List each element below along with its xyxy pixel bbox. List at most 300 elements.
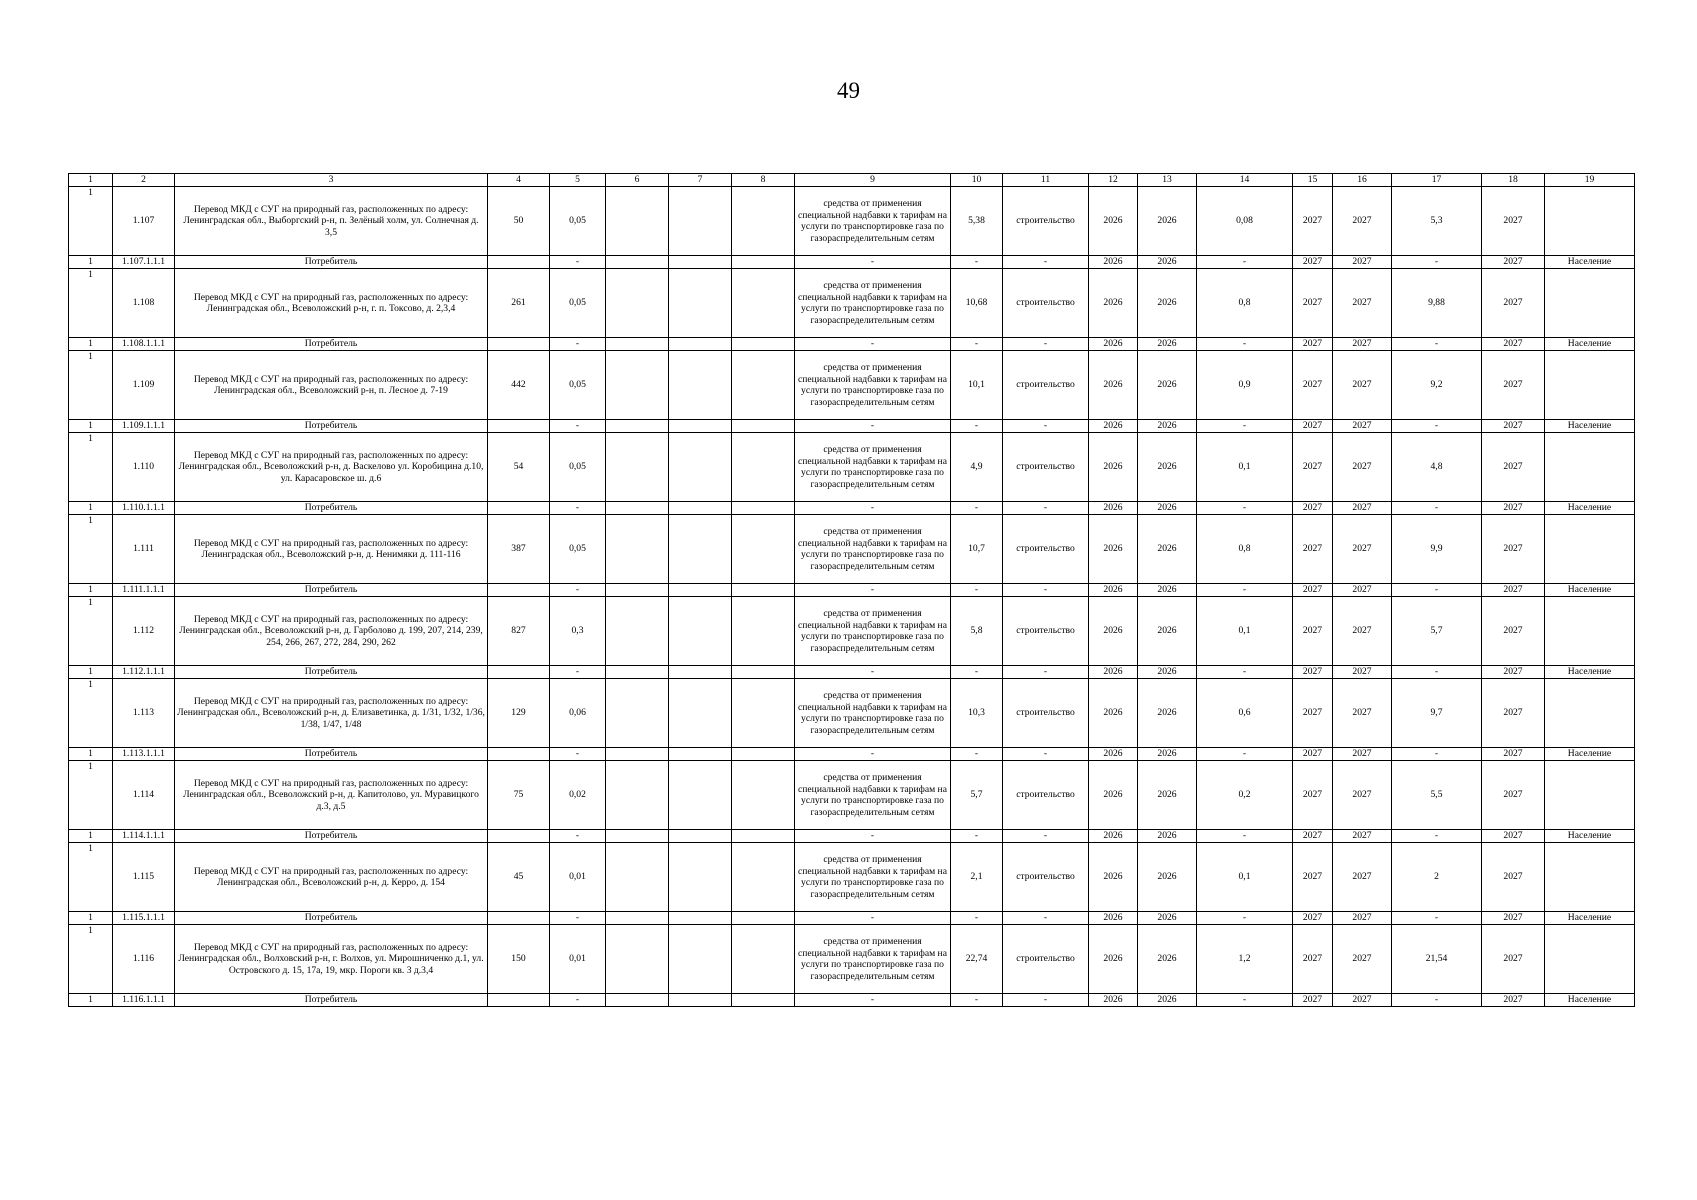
- cell-col-18: 2027: [1482, 666, 1545, 679]
- cell-col-8: [732, 666, 795, 679]
- cell-col-7: [669, 584, 732, 597]
- cell-col-17: 5,5: [1392, 761, 1482, 830]
- cell-col-18: 2027: [1482, 256, 1545, 269]
- cell-col-10: -: [951, 502, 1003, 515]
- cell-col-11: строительство: [1003, 679, 1089, 748]
- cell-col-5: -: [550, 338, 606, 351]
- cell-col-18: 2027: [1482, 925, 1545, 994]
- cell-col-8: [732, 912, 795, 925]
- column-number-cell: 19: [1545, 174, 1635, 187]
- funding-source: -: [795, 748, 951, 761]
- funding-source: средства от применения специальной надбавки к тарифам на услуги по транспортировке газа по газораспределительным сетям: [795, 269, 951, 338]
- cell-col-8: [732, 420, 795, 433]
- cell-col-12: 2026: [1089, 187, 1138, 256]
- cell-col-1: 1: [69, 515, 113, 584]
- cell-col-7: [669, 748, 732, 761]
- cell-col-7: [669, 433, 732, 502]
- column-number-cell: 10: [951, 174, 1003, 187]
- cell-col-17: -: [1392, 502, 1482, 515]
- consumer-category: Население: [1545, 912, 1635, 925]
- cell-col-8: [732, 351, 795, 420]
- consumer-row: [69, 502, 1635, 515]
- cell-col-16: 2027: [1333, 748, 1392, 761]
- cell-col-1: 1: [69, 994, 113, 1007]
- consumer-label: Потребитель: [175, 748, 488, 761]
- cell-col-8: [732, 502, 795, 515]
- item-code: 1.116.1.1.1: [113, 994, 175, 1007]
- cell-col-12: 2026: [1089, 994, 1138, 1007]
- cell-col-14: -: [1197, 912, 1293, 925]
- cell-col-6: [606, 666, 669, 679]
- item-code: 1.108.1.1.1: [113, 338, 175, 351]
- cell-col-4: [488, 748, 550, 761]
- cell-col-6: [606, 994, 669, 1007]
- cell-col-15: 2027: [1293, 830, 1333, 843]
- cell-col-1: 1: [69, 666, 113, 679]
- consumer-category: Население: [1545, 502, 1635, 515]
- column-number-row: [69, 174, 1635, 187]
- consumer-category: Население: [1545, 666, 1635, 679]
- cell-col-8: [732, 679, 795, 748]
- cell-col-13: 2026: [1138, 925, 1197, 994]
- cell-col-5: -: [550, 584, 606, 597]
- cell-col-1: 1: [69, 433, 113, 502]
- cell-col-8: [732, 338, 795, 351]
- cell-col-5: 0,3: [550, 597, 606, 666]
- cell-col-4: [488, 666, 550, 679]
- cell-col-12: 2026: [1089, 433, 1138, 502]
- item-code: 1.116: [113, 925, 175, 994]
- cell-col-4: [488, 912, 550, 925]
- cell-col-17: 5,7: [1392, 597, 1482, 666]
- cell-col-11: строительство: [1003, 187, 1089, 256]
- consumer-row: [69, 748, 1635, 761]
- cell-col-6: [606, 843, 669, 912]
- cell-col-5: 0,01: [550, 843, 606, 912]
- cell-col-16: 2027: [1333, 338, 1392, 351]
- cell-col-6: [606, 912, 669, 925]
- cell-col-18: 2027: [1482, 912, 1545, 925]
- cell-col-14: -: [1197, 420, 1293, 433]
- cell-col-13: 2026: [1138, 679, 1197, 748]
- cell-col-10: -: [951, 830, 1003, 843]
- cell-col-8: [732, 269, 795, 338]
- cell-col-5: -: [550, 256, 606, 269]
- cell-col-13: 2026: [1138, 351, 1197, 420]
- cell-col-16: 2027: [1333, 994, 1392, 1007]
- cell-col-14: -: [1197, 666, 1293, 679]
- column-number-cell: 2: [113, 174, 175, 187]
- consumer-row: [69, 420, 1635, 433]
- cell-col-12: 2026: [1089, 584, 1138, 597]
- cell-col-12: 2026: [1089, 761, 1138, 830]
- cell-col-10: 2,1: [951, 843, 1003, 912]
- cell-col-1: 1: [69, 256, 113, 269]
- funding-source: -: [795, 994, 951, 1007]
- cell-col-11: -: [1003, 584, 1089, 597]
- item-code: 1.110.1.1.1: [113, 502, 175, 515]
- cell-col-15: 2027: [1293, 338, 1333, 351]
- cell-col-14: -: [1197, 584, 1293, 597]
- consumer-category: [1545, 597, 1635, 666]
- cell-col-13: 2026: [1138, 830, 1197, 843]
- consumer-row: [69, 912, 1635, 925]
- cell-col-11: строительство: [1003, 925, 1089, 994]
- cell-col-4: [488, 420, 550, 433]
- cell-col-7: [669, 994, 732, 1007]
- item-code: 1.110: [113, 433, 175, 502]
- cell-col-5: 0,02: [550, 761, 606, 830]
- column-number-cell: 16: [1333, 174, 1392, 187]
- cell-col-4: [488, 584, 550, 597]
- column-number-cell: 6: [606, 174, 669, 187]
- cell-col-1: 1: [69, 597, 113, 666]
- cell-col-8: [732, 256, 795, 269]
- cell-col-18: 2027: [1482, 269, 1545, 338]
- cell-col-10: -: [951, 994, 1003, 1007]
- cell-col-17: -: [1392, 584, 1482, 597]
- cell-col-16: 2027: [1333, 830, 1392, 843]
- cell-col-10: 10,68: [951, 269, 1003, 338]
- cell-col-11: строительство: [1003, 597, 1089, 666]
- item-code: 1.109.1.1.1: [113, 420, 175, 433]
- cell-col-18: 2027: [1482, 433, 1545, 502]
- cell-col-5: -: [550, 912, 606, 925]
- cell-col-8: [732, 515, 795, 584]
- cell-col-6: [606, 420, 669, 433]
- cell-col-18: 2027: [1482, 830, 1545, 843]
- consumer-row: [69, 994, 1635, 1007]
- cell-col-5: -: [550, 994, 606, 1007]
- column-number-cell: 4: [488, 174, 550, 187]
- cell-col-14: 0,8: [1197, 515, 1293, 584]
- cell-col-11: -: [1003, 256, 1089, 269]
- cell-col-15: 2027: [1293, 502, 1333, 515]
- cell-col-8: [732, 584, 795, 597]
- cell-col-6: [606, 502, 669, 515]
- cell-col-18: 2027: [1482, 597, 1545, 666]
- cell-col-5: -: [550, 420, 606, 433]
- cell-col-10: -: [951, 748, 1003, 761]
- cell-col-6: [606, 187, 669, 256]
- cell-col-10: -: [951, 666, 1003, 679]
- consumer-category: Население: [1545, 420, 1635, 433]
- column-number-cell: 15: [1293, 174, 1333, 187]
- cell-col-12: 2026: [1089, 925, 1138, 994]
- project-description: Перевод МКД с СУГ на природный газ, расположенных по адресу: Ленинградская обл., Выборгский р-н, п. Зелёный холм, ул. Солнечная д. 3,5: [175, 187, 488, 256]
- cell-col-10: -: [951, 584, 1003, 597]
- cell-col-1: 1: [69, 843, 113, 912]
- cell-col-16: 2027: [1333, 679, 1392, 748]
- cell-col-4: [488, 502, 550, 515]
- item-code: 1.113: [113, 679, 175, 748]
- cell-col-7: [669, 269, 732, 338]
- funding-source: -: [795, 338, 951, 351]
- cell-col-14: -: [1197, 748, 1293, 761]
- project-description: Перевод МКД с СУГ на природный газ, расположенных по адресу: Ленинградская обл., Всеволожский р-н, д. Капитолово, ул. Муравицкого д.3, д.5: [175, 761, 488, 830]
- project-row: [69, 761, 1635, 830]
- cell-col-13: 2026: [1138, 748, 1197, 761]
- consumer-category: Население: [1545, 256, 1635, 269]
- project-row: [69, 597, 1635, 666]
- item-code: 1.111.1.1.1: [113, 584, 175, 597]
- consumer-row: [69, 338, 1635, 351]
- cell-col-8: [732, 830, 795, 843]
- cell-col-11: -: [1003, 912, 1089, 925]
- cell-col-13: 2026: [1138, 761, 1197, 830]
- consumer-row: [69, 256, 1635, 269]
- cell-col-10: -: [951, 256, 1003, 269]
- item-code: 1.114: [113, 761, 175, 830]
- column-number-cell: 3: [175, 174, 488, 187]
- funding-source: средства от применения специальной надбавки к тарифам на услуги по транспортировке газа по газораспределительным сетям: [795, 351, 951, 420]
- column-number-cell: 9: [795, 174, 951, 187]
- cell-col-16: 2027: [1333, 515, 1392, 584]
- cell-col-4: 75: [488, 761, 550, 830]
- cell-col-12: 2026: [1089, 679, 1138, 748]
- cell-col-11: -: [1003, 502, 1089, 515]
- cell-col-1: 1: [69, 748, 113, 761]
- consumer-row: [69, 584, 1635, 597]
- cell-col-1: 1: [69, 338, 113, 351]
- cell-col-17: -: [1392, 994, 1482, 1007]
- cell-col-1: 1: [69, 187, 113, 256]
- cell-col-12: 2026: [1089, 843, 1138, 912]
- project-row: [69, 187, 1635, 256]
- cell-col-6: [606, 748, 669, 761]
- cell-col-15: 2027: [1293, 420, 1333, 433]
- cell-col-15: 2027: [1293, 187, 1333, 256]
- cell-col-8: [732, 597, 795, 666]
- funding-source: средства от применения специальной надбавки к тарифам на услуги по транспортировке газа по газораспределительным сетям: [795, 597, 951, 666]
- project-row: [69, 269, 1635, 338]
- cell-col-18: 2027: [1482, 351, 1545, 420]
- cell-col-13: 2026: [1138, 666, 1197, 679]
- consumer-label: Потребитель: [175, 338, 488, 351]
- cell-col-12: 2026: [1089, 748, 1138, 761]
- column-number-cell: 18: [1482, 174, 1545, 187]
- cell-col-17: 9,88: [1392, 269, 1482, 338]
- cell-col-15: 2027: [1293, 994, 1333, 1007]
- consumer-label: Потребитель: [175, 912, 488, 925]
- consumer-category: [1545, 843, 1635, 912]
- cell-col-16: 2027: [1333, 502, 1392, 515]
- item-code: 1.107: [113, 187, 175, 256]
- cell-col-7: [669, 502, 732, 515]
- cell-col-1: 1: [69, 679, 113, 748]
- cell-col-15: 2027: [1293, 761, 1333, 830]
- cell-col-15: 2027: [1293, 679, 1333, 748]
- cell-col-12: 2026: [1089, 256, 1138, 269]
- cell-col-7: [669, 515, 732, 584]
- cell-col-5: 0,05: [550, 187, 606, 256]
- funding-source: средства от применения специальной надбавки к тарифам на услуги по транспортировке газа по газораспределительным сетям: [795, 843, 951, 912]
- cell-col-10: -: [951, 912, 1003, 925]
- cell-col-18: 2027: [1482, 679, 1545, 748]
- cell-col-18: 2027: [1482, 843, 1545, 912]
- item-code: 1.112: [113, 597, 175, 666]
- project-description: Перевод МКД с СУГ на природный газ, расположенных по адресу: Ленинградская обл., Всеволожский р-н, п. Лесное д. 7-19: [175, 351, 488, 420]
- cell-col-8: [732, 748, 795, 761]
- cell-col-4: [488, 256, 550, 269]
- column-number-cell: 14: [1197, 174, 1293, 187]
- consumer-category: Население: [1545, 994, 1635, 1007]
- cell-col-17: -: [1392, 912, 1482, 925]
- cell-col-15: 2027: [1293, 843, 1333, 912]
- funding-source: средства от применения специальной надбавки к тарифам на услуги по транспортировке газа по газораспределительным сетям: [795, 761, 951, 830]
- cell-col-11: -: [1003, 420, 1089, 433]
- cell-col-6: [606, 597, 669, 666]
- cell-col-16: 2027: [1333, 351, 1392, 420]
- item-code: 1.114.1.1.1: [113, 830, 175, 843]
- cell-col-18: 2027: [1482, 584, 1545, 597]
- cell-col-11: строительство: [1003, 843, 1089, 912]
- cell-col-6: [606, 925, 669, 994]
- cell-col-8: [732, 187, 795, 256]
- consumer-category: [1545, 679, 1635, 748]
- cell-col-11: строительство: [1003, 515, 1089, 584]
- cell-col-12: 2026: [1089, 830, 1138, 843]
- cell-col-13: 2026: [1138, 338, 1197, 351]
- funding-source: средства от применения специальной надбавки к тарифам на услуги по транспортировке газа по газораспределительным сетям: [795, 515, 951, 584]
- cell-col-5: 0,01: [550, 925, 606, 994]
- funding-source: -: [795, 502, 951, 515]
- item-code: 1.109: [113, 351, 175, 420]
- cell-col-10: 5,38: [951, 187, 1003, 256]
- cell-col-14: 0,6: [1197, 679, 1293, 748]
- cell-col-6: [606, 830, 669, 843]
- cell-col-15: 2027: [1293, 351, 1333, 420]
- project-description: Перевод МКД с СУГ на природный газ, расположенных по адресу: Ленинградская обл., Всеволожский р-н, д. Ненимяки д. 111-116: [175, 515, 488, 584]
- project-row: [69, 679, 1635, 748]
- consumer-category: [1545, 351, 1635, 420]
- item-code: 1.111: [113, 515, 175, 584]
- funding-source: средства от применения специальной надбавки к тарифам на услуги по транспортировке газа по газораспределительным сетям: [795, 187, 951, 256]
- column-number-cell: 7: [669, 174, 732, 187]
- cell-col-16: 2027: [1333, 597, 1392, 666]
- item-code: 1.107.1.1.1: [113, 256, 175, 269]
- cell-col-7: [669, 925, 732, 994]
- cell-col-8: [732, 843, 795, 912]
- cell-col-17: 21,54: [1392, 925, 1482, 994]
- cell-col-6: [606, 351, 669, 420]
- cell-col-1: 1: [69, 761, 113, 830]
- cell-col-16: 2027: [1333, 269, 1392, 338]
- cell-col-11: строительство: [1003, 433, 1089, 502]
- consumer-label: Потребитель: [175, 666, 488, 679]
- cell-col-17: -: [1392, 830, 1482, 843]
- funding-source: -: [795, 256, 951, 269]
- consumer-category: Население: [1545, 338, 1635, 351]
- cell-col-5: 0,05: [550, 515, 606, 584]
- cell-col-5: -: [550, 502, 606, 515]
- funding-source: -: [795, 584, 951, 597]
- item-code: 1.108: [113, 269, 175, 338]
- cell-col-14: -: [1197, 830, 1293, 843]
- cell-col-12: 2026: [1089, 420, 1138, 433]
- cell-col-7: [669, 420, 732, 433]
- cell-col-13: 2026: [1138, 502, 1197, 515]
- cell-col-7: [669, 187, 732, 256]
- cell-col-10: 22,74: [951, 925, 1003, 994]
- cell-col-17: 9,2: [1392, 351, 1482, 420]
- column-number-cell: 17: [1392, 174, 1482, 187]
- column-number-cell: 12: [1089, 174, 1138, 187]
- consumer-category: [1545, 925, 1635, 994]
- cell-col-18: 2027: [1482, 502, 1545, 515]
- cell-col-18: 2027: [1482, 338, 1545, 351]
- cell-col-6: [606, 761, 669, 830]
- project-description: Перевод МКД с СУГ на природный газ, расположенных по адресу: Ленинградская обл., Всеволожский р-н, д. Гарболово д. 199, 207, 214, 239, 254, 266, 267, 272, 284, 290, 262: [175, 597, 488, 666]
- cell-col-12: 2026: [1089, 597, 1138, 666]
- cell-col-18: 2027: [1482, 187, 1545, 256]
- cell-col-6: [606, 269, 669, 338]
- cell-col-7: [669, 761, 732, 830]
- cell-col-10: 10,3: [951, 679, 1003, 748]
- cell-col-10: 10,1: [951, 351, 1003, 420]
- cell-col-5: 0,05: [550, 433, 606, 502]
- consumer-label: Потребитель: [175, 830, 488, 843]
- cell-col-13: 2026: [1138, 843, 1197, 912]
- cell-col-14: 0,1: [1197, 433, 1293, 502]
- cell-col-17: 4,8: [1392, 433, 1482, 502]
- consumer-category: [1545, 515, 1635, 584]
- cell-col-7: [669, 843, 732, 912]
- consumer-row: [69, 666, 1635, 679]
- cell-col-15: 2027: [1293, 433, 1333, 502]
- cell-col-4: 50: [488, 187, 550, 256]
- cell-col-5: 0,05: [550, 351, 606, 420]
- cell-col-16: 2027: [1333, 420, 1392, 433]
- column-number-cell: 8: [732, 174, 795, 187]
- cell-col-11: -: [1003, 830, 1089, 843]
- cell-col-16: 2027: [1333, 433, 1392, 502]
- cell-col-15: 2027: [1293, 748, 1333, 761]
- cell-col-12: 2026: [1089, 338, 1138, 351]
- cell-col-16: 2027: [1333, 256, 1392, 269]
- consumer-category: Население: [1545, 748, 1635, 761]
- cell-col-12: 2026: [1089, 502, 1138, 515]
- funding-source: средства от применения специальной надбавки к тарифам на услуги по транспортировке газа по газораспределительным сетям: [795, 433, 951, 502]
- consumer-row: [69, 830, 1635, 843]
- cell-col-12: 2026: [1089, 269, 1138, 338]
- cell-col-18: 2027: [1482, 761, 1545, 830]
- cell-col-4: [488, 994, 550, 1007]
- funding-source: -: [795, 420, 951, 433]
- column-number-cell: 1: [69, 174, 113, 187]
- funding-source: -: [795, 830, 951, 843]
- cell-col-4: 827: [488, 597, 550, 666]
- cell-col-16: 2027: [1333, 843, 1392, 912]
- cell-col-12: 2026: [1089, 351, 1138, 420]
- cell-col-17: 9,7: [1392, 679, 1482, 748]
- cell-col-12: 2026: [1089, 666, 1138, 679]
- cell-col-11: -: [1003, 666, 1089, 679]
- consumer-label: Потребитель: [175, 994, 488, 1007]
- cell-col-16: 2027: [1333, 912, 1392, 925]
- item-code: 1.113.1.1.1: [113, 748, 175, 761]
- cell-col-7: [669, 679, 732, 748]
- cell-col-10: 10,7: [951, 515, 1003, 584]
- project-description: Перевод МКД с СУГ на природный газ, расположенных по адресу: Ленинградская обл., Всеволожский р-н, д. Керро, д. 154: [175, 843, 488, 912]
- cell-col-13: 2026: [1138, 584, 1197, 597]
- cell-col-14: 0,1: [1197, 597, 1293, 666]
- cell-col-11: строительство: [1003, 351, 1089, 420]
- cell-col-1: 1: [69, 351, 113, 420]
- cell-col-13: 2026: [1138, 912, 1197, 925]
- consumer-category: Население: [1545, 584, 1635, 597]
- cell-col-14: 0,08: [1197, 187, 1293, 256]
